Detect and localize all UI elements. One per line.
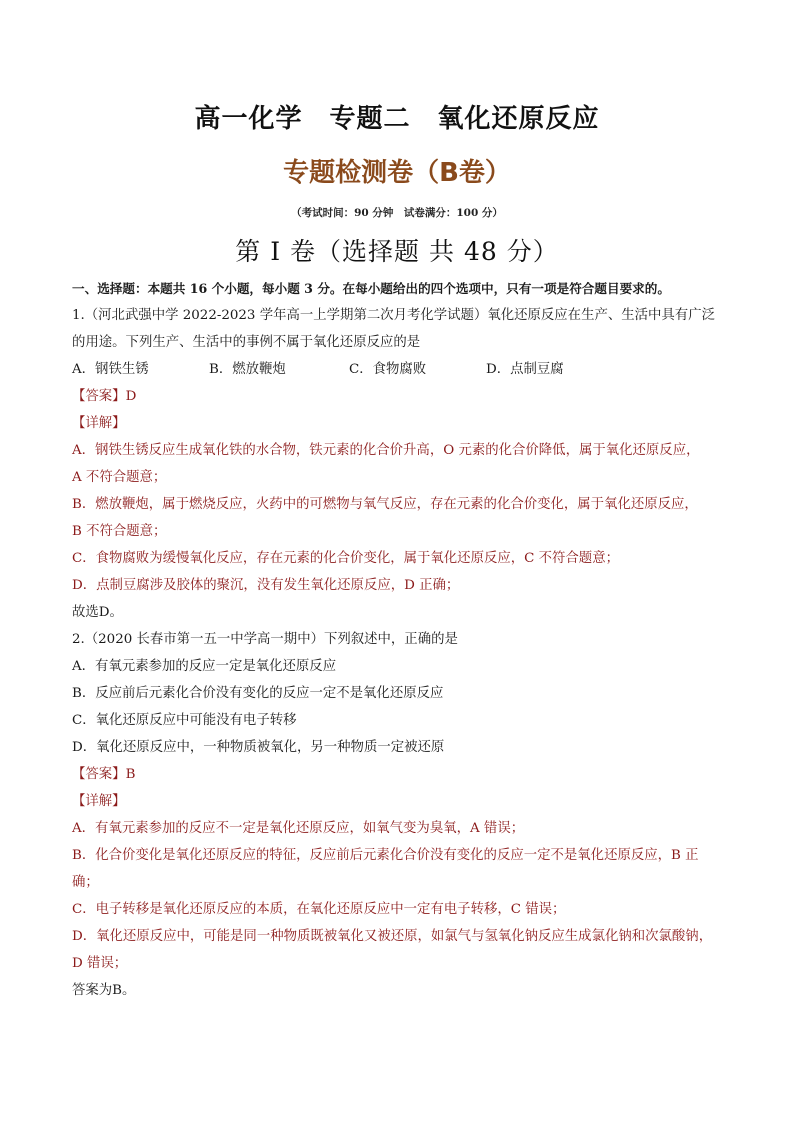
q1-options xyxy=(72,356,722,383)
q1-stem-line2: 的用途。下列生产、生活中的事例不属于氧化还原反应的是 xyxy=(72,335,421,350)
q2-detail-line: 确； xyxy=(72,875,99,890)
q1-detail-line: A 不符合题意； xyxy=(72,470,167,485)
document-subtitle: 专题检测卷（B卷） xyxy=(283,158,511,188)
q1-detail-line: B 不符合题意； xyxy=(72,524,167,539)
q1-option-c: C．食物腐败 xyxy=(349,362,427,377)
q2-answer-value: B xyxy=(125,767,136,782)
q1-detail-tag: 【详解】 xyxy=(72,416,126,431)
document-title: 高一化学 专题二 氧化还原反应 xyxy=(194,104,600,134)
q1-detail-line: A．钢铁生锈反应生成氧化铁的水合物，铁元素的化合价升高，O 元素的化合价降低，属于氧化还原反应， xyxy=(72,443,700,458)
q1-option-b: B．燃放鞭炮 xyxy=(209,362,286,377)
q2-detail-line: A．有氧元素参加的反应不一定是氧化还原反应，如氧气变为臭氧，A 错误； xyxy=(72,821,525,836)
instructions: 一、选择题：本题共 16 个小题，每小题 3 分。在每小题给出的四个选项中，只有一项是符合题目要求的。 xyxy=(72,281,670,296)
q1-answer-value: D xyxy=(125,389,137,404)
q2-answer xyxy=(72,761,722,788)
section-title: 第 I 卷（选择题 共 48 分） xyxy=(235,237,559,266)
q1-conclusion: 故选D。 xyxy=(72,605,123,620)
q2-detail-line: D 错误； xyxy=(72,956,128,971)
q2-option: A．有氧元素参加的反应一定是氧化还原反应 xyxy=(72,659,337,674)
q2-stem: 2.（2020 长春市第一五一中学高一期中）下列叙述中，正确的是 xyxy=(72,632,458,647)
exam-info: （考试时间：90 分钟 试卷满分：100 分） xyxy=(291,207,503,219)
document-body xyxy=(72,275,722,1004)
q2-detail-line: C．电子转移是氧化还原反应的本质，在氧化还原反应中一定有电子转移，C 错误； xyxy=(72,902,566,917)
q1-answer xyxy=(72,383,722,410)
q2-detail-line: B．化合价变化是氧化还原反应的特征，反应前后元素化合价没有变化的反应一定不是氧化还原反应，B 正 xyxy=(72,848,699,863)
q1-detail-line: D．点制豆腐涉及胶体的聚沉，没有发生氧化还原反应，D 正确； xyxy=(72,578,460,593)
q2-answer-tag: 【答案】 xyxy=(72,767,126,782)
q1-answer-tag: 【答案】 xyxy=(72,389,126,404)
q1-option-a: A．钢铁生锈 xyxy=(72,362,149,377)
q2-option: C．氧化还原反应中可能没有电子转移 xyxy=(72,713,297,728)
q1-option-d: D．点制豆腐 xyxy=(486,362,564,377)
q1-detail-line: C．食物腐败为缓慢氧化反应，存在元素的化合价变化，属于氧化还原反应，C 不符合题意； xyxy=(72,551,619,566)
q2-option: D．氧化还原反应中，一种物质被氧化，另一种物质一定被还原 xyxy=(72,740,445,755)
q1-stem-line1: 1.（河北武强中学 2022-2023 学年高一上学期第二次月考化学试题）氧化还原反应在生产、生活中具有广泛 xyxy=(72,308,715,323)
q2-detail-line: D．氧化还原反应中，可能是同一种物质既被氧化又被还原，如氯气与氢氧化钠反应生成氯化钠和次氯酸钠， xyxy=(72,929,713,944)
q2-conclusion: 答案为B。 xyxy=(72,983,136,998)
q2-detail-tag: 【详解】 xyxy=(72,794,126,809)
q1-detail-line: B．燃放鞭炮，属于燃烧反应，火药中的可燃物与氧气反应，存在元素的化合价变化，属于氧化还原反应， xyxy=(72,497,698,512)
q2-option: B．反应前后元素化合价没有变化的反应一定不是氧化还原反应 xyxy=(72,686,444,701)
